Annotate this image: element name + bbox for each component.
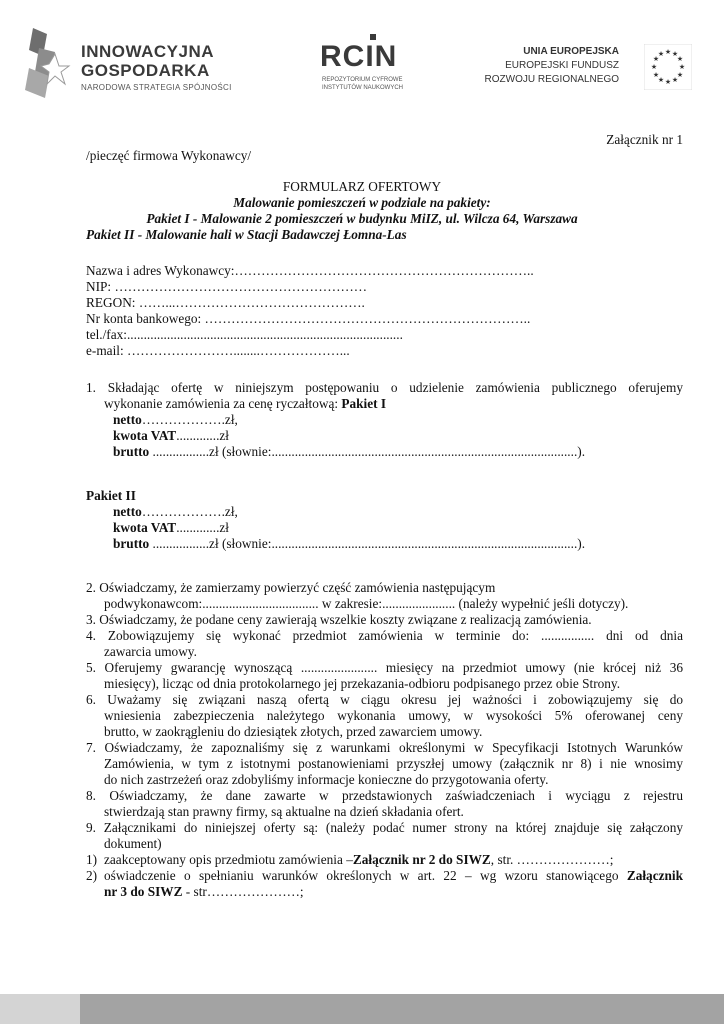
email-field[interactable]: e-mail: ……………………........………………...: [86, 343, 350, 358]
logo-right-line3: ROZWOJU REGIONALNEGO: [484, 74, 619, 85]
point1-line2: [104, 396, 386, 412]
package2-label: [86, 488, 136, 504]
logo-unia-europejska: [480, 44, 695, 94]
attachment-item1-page[interactable]: , str. …………………;: [490, 852, 614, 867]
point1-price-text: wykonanie zamówienia za cenę ryczałtową:: [104, 396, 342, 411]
attachment-item2-number: 2): [86, 868, 98, 883]
logo-left-line3: NARODOWA STRATEGIA SPÓJNOŚCI: [81, 83, 232, 92]
attachment-item2-text: oświadczenie o spełnianiu warunków określonych w art. 22 – wg wzoru stanowiącego: [104, 868, 627, 883]
package2-label-text: Pakiet II: [86, 488, 136, 503]
logo-right-line1: UNIA EUROPEJSKA: [523, 46, 619, 57]
svg-text:★: ★: [671, 76, 679, 84]
regon-field[interactable]: REGON: ……...…………………………………….: [86, 295, 365, 310]
company-stamp-label: /pieczęć firmowa Wykonawcy/: [86, 148, 252, 163]
package1-netto: [113, 412, 238, 428]
rcin-dot-icon: [370, 34, 376, 40]
point5-line2: miesięcy), licząc od dnia protokolarnego jej przekazania-odbioru podpisanego przez obie Strony.: [104, 676, 621, 691]
package2-netto: [113, 504, 238, 520]
eu-flag-icon: [644, 44, 692, 90]
point2-line2: podwykonawcom:................................... w zakresie:...................... (należy wypełnić jeśli dotyczy).: [104, 596, 629, 611]
package2-title-text: Pakiet II - Malowanie hali w Stacji Badawczej Łomna-Las: [86, 227, 407, 242]
attachment-item2-ref-cont: nr 3 do SIWZ: [104, 884, 183, 899]
svg-text:★: ★: [676, 55, 684, 63]
package1-title: [0, 211, 724, 227]
svg-text:★: ★: [664, 48, 672, 56]
point2-line1: 2. Oświadczamy, że zamierzamy powierzyć część zamówienia następującym: [86, 580, 496, 595]
package1-vat: [113, 428, 229, 444]
logo-left-line1: INNOWACYJNA: [81, 42, 215, 61]
netto-label: netto: [113, 412, 142, 427]
svg-text:★: ★: [657, 76, 665, 84]
svg-text:★: ★: [650, 63, 658, 71]
footer-bar-dark: [80, 994, 724, 1024]
svg-text:★: ★: [678, 63, 686, 71]
point9-line1: 9. Załącznikami do niniejszej oferty są: (należy podać numer strony na której znajduje się załączony: [86, 820, 683, 835]
netto-value[interactable]: ……………….zł,: [141, 504, 238, 519]
package2-title: [86, 227, 407, 243]
brutto-value[interactable]: .................zł (słownie:............................................................................................).: [149, 444, 586, 459]
contractor-name-field[interactable]: Nazwa i adres Wykonawcy:…………………………………………………………..: [86, 263, 534, 278]
attachment-item2: [104, 868, 683, 884]
point6-line3: brutto, w zaokrągleniu do dziesiątek złotych, przed zawarciem umowy.: [104, 724, 483, 739]
vat-label: kwota VAT: [113, 520, 177, 535]
footer-bar-light: [0, 994, 80, 1024]
nip-field[interactable]: NIP: …………………………………………………: [86, 279, 368, 294]
logo-mid-sub2: INSTYTUTÓW NAUKOWYCH: [322, 85, 403, 91]
point7-line2: Zamówienia, w tym z istotnymi postanowieniami przyszłej umowy (załącznik nr 8) i nie wnosimy: [104, 756, 683, 771]
bank-account-field[interactable]: Nr konta bankowego: ………………………………………………………………..: [86, 311, 531, 326]
logo-left-line2: GOSPODARKA: [81, 61, 210, 80]
netto-label: netto: [113, 504, 142, 519]
point6-line1: 6. Uważamy się związani naszą ofertą w ciągu okresu jej ważności i zobowiązujemy się do: [86, 692, 683, 707]
logo-mid-sub1: REPOZYTORIUM CYFROWE: [322, 77, 403, 83]
point8-line1: 8. Oświadczamy, że dane zawarte w przedstawionych zaświadczeniach i wyciągu z rejestru: [86, 788, 683, 803]
svg-text:★: ★: [676, 71, 684, 79]
point7-line3: do nich zastrzeżeń oraz zdobyliśmy informacje konieczne do przygotowania oferty.: [104, 772, 549, 787]
point6-line2: wniesienia zabezpieczenia należytego wykonania umowy, w wysokości 5% oferowanej ceny: [104, 708, 683, 723]
brutto-label: brutto: [113, 536, 150, 551]
package1-brutto: [113, 444, 585, 460]
point4-line2: zawarcia umowy.: [104, 644, 197, 659]
svg-text:★: ★: [652, 55, 660, 63]
svg-text:★: ★: [664, 78, 672, 86]
svg-text:★: ★: [657, 50, 665, 58]
point7-line1: 7. Oświadczamy, że zapoznaliśmy się z warunkami określonymi w Specyfikacji Istotnych Warunków: [86, 740, 683, 755]
package1-title-text: Pakiet I - Malowanie 2 pomieszczeń w budynku MiIZ, ul. Wilcza 64, Warszawa: [146, 211, 578, 226]
tel-fax-field[interactable]: tel./fax:...................................................................................: [86, 327, 403, 342]
point8-line2: stwierdzają stan prawny firmy, są aktualne na dzień składania ofert.: [104, 804, 464, 819]
package1-label: Pakiet I: [341, 396, 387, 411]
attachment-item1-number: 1): [86, 852, 98, 867]
attachment-item1-ref: Załącznik nr 2 do SIWZ: [352, 852, 491, 867]
form-subtitle: [0, 195, 724, 211]
point1-line1: 1. Składając ofertę w niniejszym postępowaniu o udzielenie zamówienia publicznego oferujemy: [86, 380, 683, 395]
attachment-item1-text: zaakceptowany opis przedmiotu zamówienia –: [104, 852, 353, 867]
logo-innowacyjna-gospodarka: [25, 28, 245, 100]
svg-text:★: ★: [671, 50, 679, 58]
attachment-item2-page[interactable]: - str…………………;: [182, 884, 304, 899]
vat-value[interactable]: .............zł: [176, 520, 229, 535]
point5-line1: 5. Oferujemy gwarancję wynoszącą ....................... miesięcy na przedmiot umowy (nie krócej niż 36: [86, 660, 683, 675]
vat-label: kwota VAT: [113, 428, 177, 443]
form-subtitle-text: Malowanie pomieszczeń w podziale na pakiety:: [233, 195, 491, 210]
logo-rcin: [318, 40, 414, 100]
attachment-item2-cont: [104, 884, 304, 900]
point3-line1: 3. Oświadczamy, że podane ceny zawierają wszelkie koszty związane z realizacją zamówienia.: [86, 612, 592, 627]
point4-line1: 4. Zobowiązujemy się wykonać przedmiot zamówienia w terminie do: ................ dni od dnia: [86, 628, 683, 643]
vat-value[interactable]: .............zł: [176, 428, 229, 443]
attachment-label: Załącznik nr 1: [606, 132, 683, 147]
package2-brutto: [113, 536, 585, 552]
point9-line2: dokument): [104, 836, 162, 851]
brutto-value[interactable]: .................zł (słownie:............................................................................................).: [149, 536, 586, 551]
logo-left-emblem-icon: [25, 28, 77, 98]
brutto-label: brutto: [113, 444, 150, 459]
logo-right-line2: EUROPEJSKI FUNDUSZ: [505, 60, 619, 71]
form-title: FORMULARZ OFERTOWY: [282, 179, 442, 194]
attachment-item2-ref: Załącznik: [626, 868, 683, 883]
netto-value[interactable]: ……………….zł,: [141, 412, 238, 427]
attachment-item1: [104, 852, 613, 868]
svg-text:★: ★: [652, 71, 660, 79]
logo-mid-title: RCIN: [320, 40, 398, 73]
package2-vat: [113, 520, 229, 536]
